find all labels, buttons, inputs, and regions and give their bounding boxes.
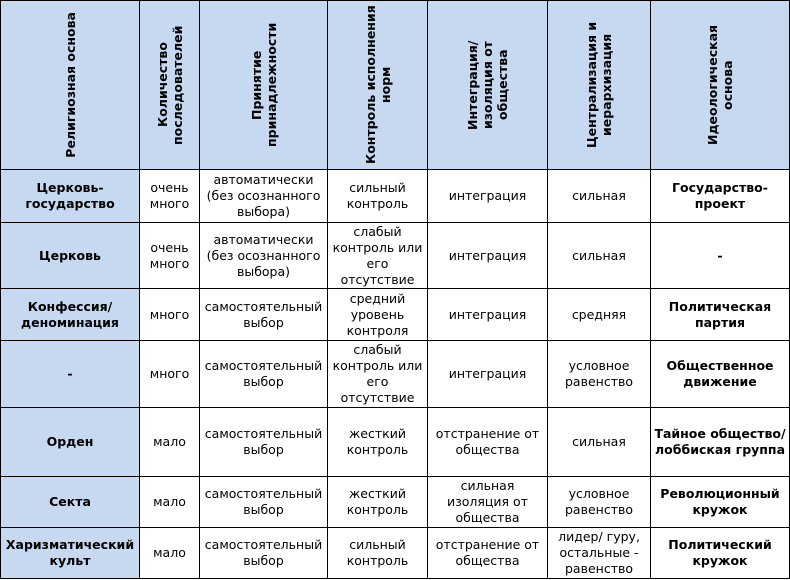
header-control: Контроль исполнения норм (328, 1, 428, 170)
cell-integration: интеграция (428, 289, 548, 341)
header-followers: Количество последователей (140, 1, 200, 170)
cell-control: сильный контроль (328, 170, 428, 223)
cell-ideology: Общественное движение (651, 341, 790, 408)
row-name: Секта (1, 477, 140, 528)
cell-followers: мало (140, 528, 200, 579)
cell-centralization: условное равенство (548, 341, 651, 408)
cell-integration: интеграция (428, 223, 548, 289)
cell-membership: самостоятельный выбор (200, 341, 328, 408)
table-row (1, 289, 790, 341)
cell-ideology: Государство-проект (651, 170, 790, 223)
cell-control: слабый контроль или его отсутствие (328, 223, 428, 289)
table-row (1, 170, 790, 223)
cell-control: средний уровень контроля (328, 289, 428, 341)
cell-centralization: лидер/ гуру, остальные - равенство (548, 528, 651, 579)
row-name: Орден (1, 408, 140, 477)
cell-control: жесткий контроль (328, 408, 428, 477)
cell-control: слабый контроль или его отсутствие (328, 341, 428, 408)
cell-membership: самостоятельный выбор (200, 477, 328, 528)
row-name: Церковь-государство (1, 170, 140, 223)
cell-centralization: сильная (548, 223, 651, 289)
row-name: Церковь (1, 223, 140, 289)
header-row (1, 1, 790, 170)
cell-centralization: условное равенство (548, 477, 651, 528)
cell-followers: очень много (140, 223, 200, 289)
cell-membership: самостоятельный выбор (200, 408, 328, 477)
header-integration: Интеграция/ изоляция от общества (428, 1, 548, 170)
table-row (1, 477, 790, 528)
cell-centralization: средняя (548, 289, 651, 341)
cell-centralization: сильная (548, 170, 651, 223)
cell-membership: автоматически (без осознанного выбора) (200, 223, 328, 289)
cell-control: жесткий контроль (328, 477, 428, 528)
cell-followers: мало (140, 477, 200, 528)
row-name: Харизматический культ (1, 528, 140, 579)
cell-centralization: сильная (548, 408, 651, 477)
cell-control: сильный контроль (328, 528, 428, 579)
cell-membership: самостоятельный выбор (200, 528, 328, 579)
cell-followers: мало (140, 408, 200, 477)
cell-integration: сильная изоляция от общества (428, 477, 548, 528)
table-row (1, 528, 790, 579)
cell-followers: много (140, 341, 200, 408)
header-religious-basis: Религиозная основа (1, 1, 140, 170)
row-name: Конфессия/ деноминация (1, 289, 140, 341)
cell-membership: самостоятельный выбор (200, 289, 328, 341)
cell-followers: очень много (140, 170, 200, 223)
cell-integration: интеграция (428, 170, 548, 223)
cell-ideology: Политическая партия (651, 289, 790, 341)
cell-followers: много (140, 289, 200, 341)
header-membership: Принятие принадлежности (200, 1, 328, 170)
cell-ideology: - (651, 223, 790, 289)
cell-ideology: Тайное общество/ лоббиская группа (651, 408, 790, 477)
cell-membership: автоматически (без осознанного выбора) (200, 170, 328, 223)
row-name: - (1, 341, 140, 408)
cell-integration: отстранение от общества (428, 528, 548, 579)
table-row (1, 408, 790, 477)
table-row (1, 341, 790, 408)
cell-integration: интеграция (428, 341, 548, 408)
cell-ideology: Политический кружок (651, 528, 790, 579)
header-ideology: Идеологическая основа (651, 1, 790, 170)
table-row (1, 223, 790, 289)
cell-integration: отстранение от общества (428, 408, 548, 477)
cell-ideology: Революционный кружок (651, 477, 790, 528)
header-centralization: Централизация и иерархизация (548, 1, 651, 170)
